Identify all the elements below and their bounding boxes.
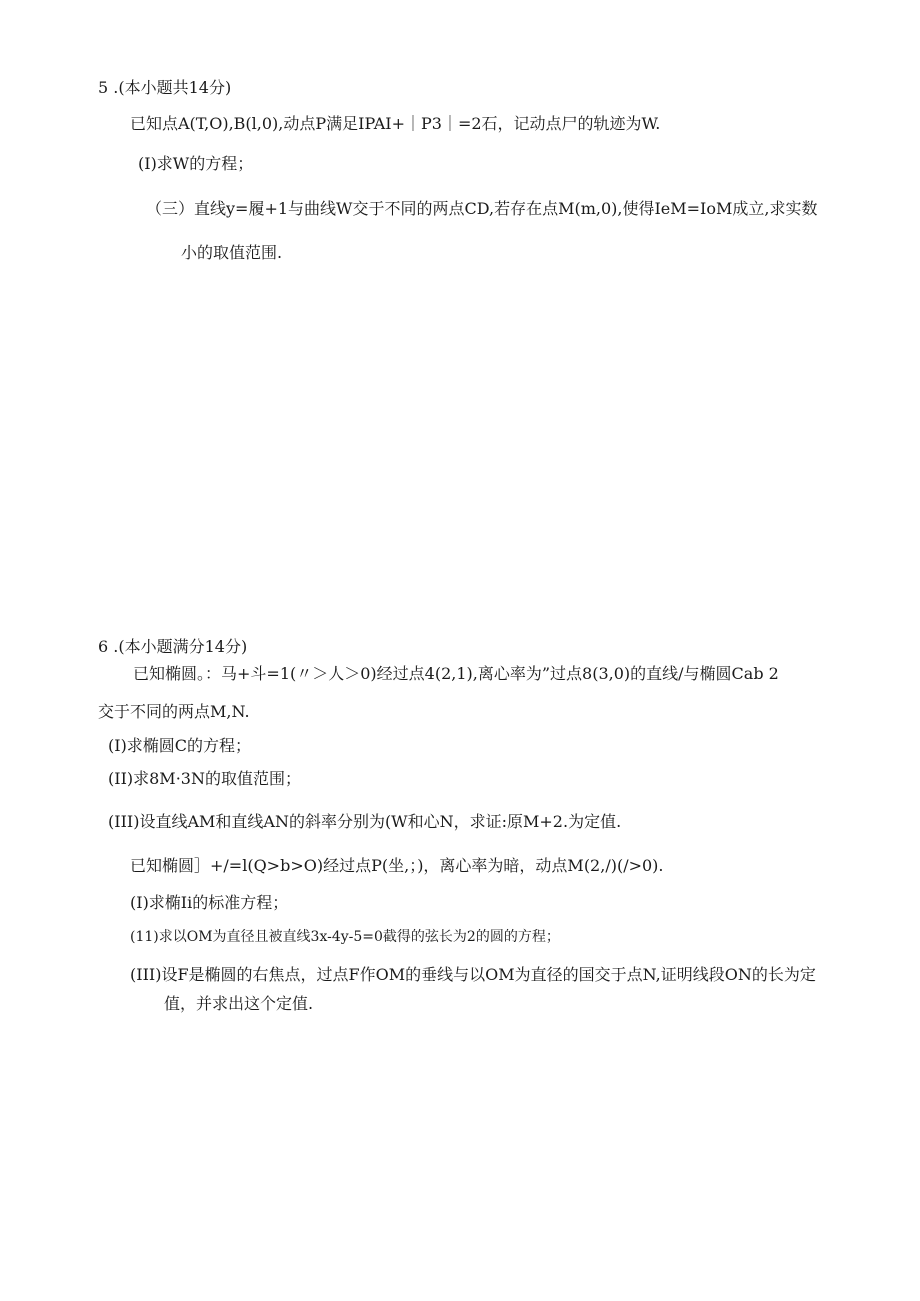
question-6-part-2: (II)求8M·3N的取值范围； (108, 769, 301, 788)
question-6-stem-continuation: 交于不同的两点M,N. (98, 702, 250, 721)
question-5-stem: 已知点A(T,O),B(l,0),动点P满足IPAI+｜P3｜=2石，记动点尸的轨迹为W. (130, 114, 661, 133)
question-7-part-3-continuation: 值，并求出这个定值. (164, 994, 314, 1013)
question-7-part-1: (I)求椭Ii的标准方程； (130, 893, 289, 912)
question-5-part-1: (I)求W的方程； (138, 154, 254, 173)
question-5-header: 5 .(本小题共14分) (98, 78, 232, 97)
question-6-part-3: (III)设直线AM和直线AN的斜率分别为(W和心N，求证:原M+2.为定值. (108, 812, 622, 831)
question-6-part-1: (I)求椭圆C的方程； (108, 736, 252, 755)
question-6-stem: 已知椭圆。：马+斗=1(〃＞人＞0)经过点4(2,1),离心率为”过点8(3,0)的直线/与椭圆Cab 2 (133, 664, 779, 683)
question-7-part-3: (III)设F是椭圆的右焦点，过点F作OM的垂线与以OM为直径的国交于点N,证明线段ON的长为定 (130, 965, 816, 984)
question-6-header: 6 .(本小题满分14分) (98, 637, 248, 656)
question-5-part-2-continuation: 小的取值范围. (181, 243, 283, 262)
question-7-part-2: (11)求以OM为直径且被直线3x-4y-5=0截得的弦长为2的圆的方程； (130, 929, 560, 945)
question-7-stem: 已知椭圆］+/=l(Q>b>O)经过点P(坐,；)，离心率为暗，动点M(2,/)(/>0). (130, 856, 664, 875)
question-5-part-2: （三）直线y=履+1与曲线W交于不同的两点CD,若存在点M(m,0),使得IeM=IoM成立,求实数 (146, 199, 818, 218)
